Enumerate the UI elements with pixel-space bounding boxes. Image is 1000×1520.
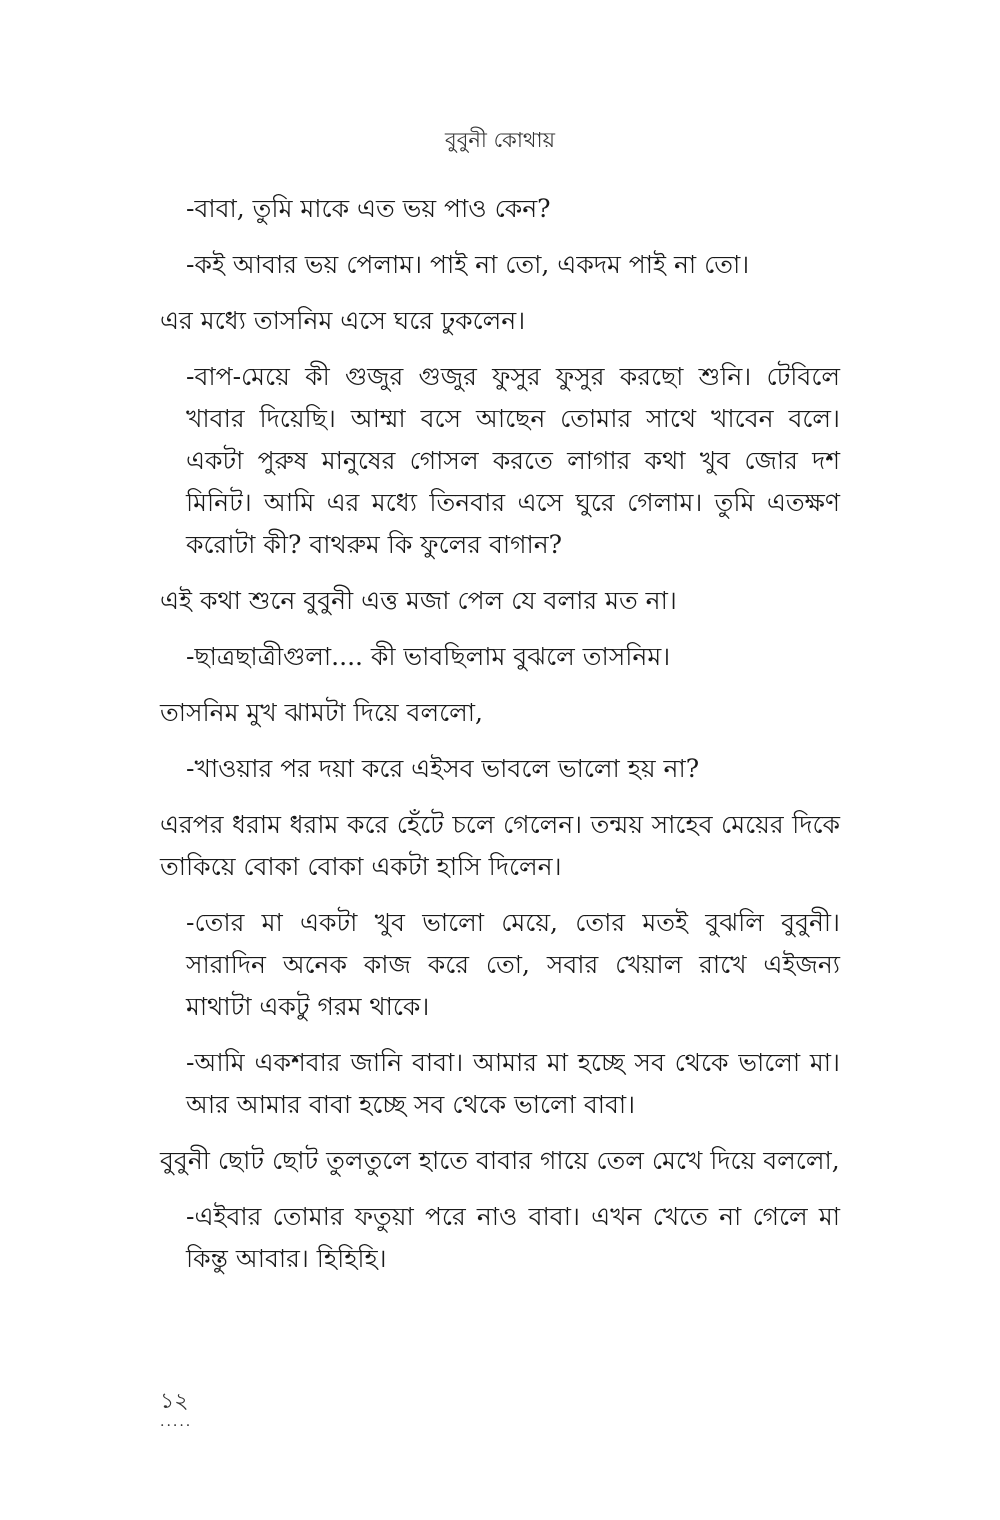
paragraph-dialogue: -কই আবার ভয় পেলাম। পাই না তো, একদম পাই না তো।: [186, 250, 750, 279]
paragraph-dialogue: -বাপ-মেয়ে কী গুজুর গুজুর ফুসুর ফুসুর করছো শুনি। টেবিলে খাবার দিয়েছি। আম্মা বসে আছেন তোমার সাথে খাবেন বলে। একটা পুরুষ মানুষের গোসল করতে লাগার কথা খুব জোর দশ মিনিট। আমি এর মধ্যে তিনবার এসে ঘুরে গেলাম। তুমি এতক্ষণ করোটা কী? বাথরুম কি ফুলের বাগান?: [186, 362, 840, 559]
page-number-ornament: .....: [160, 1414, 193, 1430]
paragraph-dialogue: -ছাত্রছাত্রীগুলা.... কী ভাবছিলাম বুঝলে তাসনিম।: [186, 642, 671, 671]
paragraph-narration: বুবুনী ছোট ছোট তুলতুলে হাতে বাবার গায়ে তেল মেখে দিয়ে বললো,: [160, 1146, 840, 1175]
paragraph-narration: এই কথা শুনে বুবুনী এত্ত মজা পেল যে বলার মত না।: [160, 586, 677, 615]
paragraph-dialogue: -তোর মা একটা খুব ভালো মেয়ে, তোর মতই বুঝলি বুবুনী। সারাদিন অনেক কাজ করে তো, সবার খেয়াল রাখে এইজন্য মাথাটা একটু গরম থাকে।: [186, 908, 840, 1021]
paragraph-dialogue: -বাবা, তুমি মাকে এত ভয় পাও কেন?: [186, 194, 551, 223]
paragraph-dialogue: -আমি একশবার জানি বাবা। আমার মা হচ্ছে সব থেকে ভালো মা। আর আমার বাবা হচ্ছে সব থেকে ভালো বাবা।: [186, 1048, 840, 1119]
page-number: ১২: [160, 1389, 189, 1414]
body-text: [160, 188, 840, 1294]
paragraph-narration: এর মধ্যে তাসনিম এসে ঘরে ঢুকলেন।: [160, 306, 526, 335]
paragraph-narration: এরপর ধরাম ধরাম করে হেঁটে চলে গেলেন। তন্ময় সাহেব মেয়ের দিকে তাকিয়ে বোকা বোকা একটা হাসি দিলেন।: [160, 810, 840, 881]
paragraph-narration: তাসনিম মুখ ঝামটা দিয়ে বললো,: [160, 698, 483, 727]
paragraph-dialogue: -খাওয়ার পর দয়া করে এইসব ভাবলে ভালো হয় না?: [186, 754, 700, 783]
paragraph-dialogue: -এইবার তোমার ফতুয়া পরে নাও বাবা। এখন খেতে না গেলে মা কিন্তু আবার। হিহিহি।: [186, 1202, 840, 1273]
running-title: বুবুনী কোথায়: [445, 128, 555, 152]
